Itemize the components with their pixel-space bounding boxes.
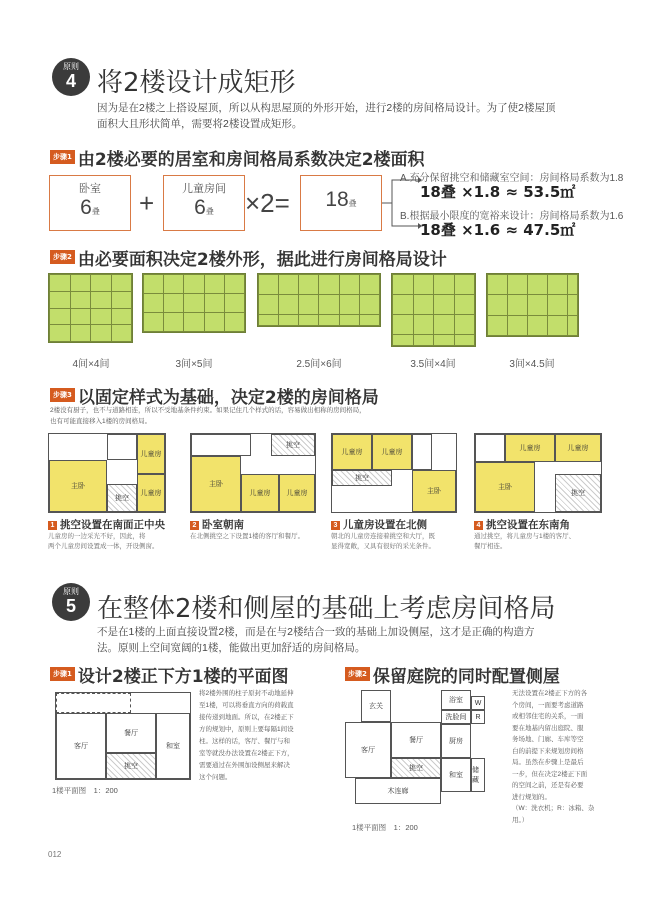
child-room: 儿童房 bbox=[372, 434, 412, 470]
grid-label-5: 3间×4.5间 bbox=[509, 359, 555, 370]
principle-body-line1: 不是在1楼的上面直接设置2楼，而是在与2楼结合一致的基础上加设侧屋，这才是正确的构造方 bbox=[97, 626, 535, 638]
step-title: 保留庭院的同时配置侧屋 bbox=[372, 667, 560, 687]
option-a-formula: 18叠 ×1.8 ≈ 53.5㎡ bbox=[420, 183, 576, 201]
principle-badge bbox=[52, 58, 90, 96]
childroom-label: 儿童房间 bbox=[182, 183, 226, 195]
caption-4-desc-1: 通过挑空，将儿童房与1楼的客厅、 bbox=[474, 533, 576, 540]
step2-heading bbox=[50, 245, 447, 270]
principle-number: 4 bbox=[65, 71, 76, 91]
step3-desc-line2: 也有可能直接移入1楼的房间格局。 bbox=[50, 418, 152, 425]
dining-room: 餐厅 bbox=[106, 713, 156, 753]
grid-3x5 bbox=[142, 273, 246, 333]
grid-label-1: 4间×4间 bbox=[72, 359, 110, 370]
principle-body-line1: 因为是在2楼之上搭设屋顶，所以从构思屋顶的外形开始，进行2楼的房间格局设计。为了使2楼屋顶 bbox=[97, 102, 556, 114]
step-badge: 步骤2 bbox=[345, 667, 370, 681]
step-title: 以固定样式为基础，决定2楼的房间格局 bbox=[77, 388, 379, 408]
plus-sign: + bbox=[139, 188, 155, 218]
void-space: 挑空 bbox=[107, 484, 137, 512]
void-space: 挑空 bbox=[391, 758, 441, 778]
grid-label-2: 3间×5间 bbox=[175, 359, 213, 370]
childroom-box bbox=[163, 175, 245, 231]
child-room: 儿童房 bbox=[279, 474, 315, 512]
void-space: 挑空 bbox=[271, 434, 315, 456]
step-badge: 步骤2 bbox=[50, 250, 75, 264]
storage bbox=[191, 434, 251, 456]
grid-3x4-5 bbox=[486, 273, 579, 337]
principle-body-line2: 面积大且形状简单，需要将2楼设置成矩形。 bbox=[97, 118, 303, 130]
kitchen: 厨房 bbox=[441, 724, 471, 758]
layout-plan-2 bbox=[190, 433, 316, 513]
step-badge: 步骤1 bbox=[50, 667, 75, 681]
step3-desc-line1: 2楼没有厨子，也不与道路相连，所以不受地基条件约束。如果记住几个样式的话，容易做出相称的房间格局， bbox=[50, 407, 366, 414]
step5a-text: 将2楼外围的柱子原封不动地延伸 至1楼，可以将垂直方向的荷载直 接传递到地面。所以，在2楼正下 方的规划中，原则上要每隔1间设 柱。这样的话，客厅、餐厅与和 室等就没办法设置在2楼正下方， 需要通过在外围加设侧屋来解决 这个问题。 bbox=[199, 690, 294, 781]
bedroom-value: 6 bbox=[80, 196, 92, 219]
void-space: 挑空 bbox=[555, 474, 601, 512]
caption-3-desc-2: 显得宽敞，又具有很好的采光条件。 bbox=[331, 543, 435, 550]
step-title: 由必要面积决定2楼外形，据此进行房间格局设计 bbox=[77, 250, 447, 270]
plan-caption: 1楼平面图 1：200 bbox=[352, 823, 418, 832]
upper-outline bbox=[56, 693, 131, 713]
principle-title: 在整体2楼和侧屋的基础上考虑房间格局 bbox=[97, 594, 556, 624]
option-b-text: B.根据最小限度的宽裕来设计：房间格局系数为1.6 bbox=[400, 211, 624, 222]
child-room: 儿童房 bbox=[137, 434, 165, 474]
dining-room: 餐厅 bbox=[391, 722, 441, 758]
caption-3-title: 3 儿童房设置在北侧 bbox=[331, 517, 427, 532]
principle-title: 将2楼设计成矩形 bbox=[97, 68, 296, 98]
bathroom: 浴室 bbox=[441, 690, 471, 710]
washitsu-room: 和室 bbox=[441, 758, 471, 792]
storage bbox=[475, 434, 505, 462]
child-room: 儿童房 bbox=[137, 474, 165, 512]
master-bedroom: 主卧 bbox=[49, 460, 107, 512]
grid-label-3: 2.5间×6间 bbox=[296, 359, 342, 370]
step-title: 设计2楼正下方1楼的平面图 bbox=[77, 667, 289, 687]
caption-4-title: 4 挑空设置在东南角 bbox=[474, 517, 570, 532]
entrance: 玄关 bbox=[361, 690, 391, 722]
floor-plan-1 bbox=[55, 692, 191, 780]
option-a-text: A.充分保留挑空和储藏室空间：房间格局系数为1.8 bbox=[400, 173, 624, 184]
child-room: 儿童房 bbox=[505, 434, 555, 462]
childroom-value: 6 bbox=[194, 196, 206, 219]
washer: W bbox=[471, 696, 485, 710]
washitsu-room: 和室 bbox=[156, 713, 190, 779]
grid-4x4 bbox=[48, 273, 133, 343]
child-room: 儿童房 bbox=[332, 434, 372, 470]
step5b-text: 无法设置在2楼正下方的各 个房间，一面要考虑道路 或相邻住宅的关系，一面 要在地基内留出庭院、服 务场地、门廊、车库等空 白的前提下来规划房间格 局。虽然在步骤上是最后 一步，但在决定2楼正下面 的空间之前，还是有必要 进行规划的。 （W：洗衣机；R：冰箱、杂 用。） bbox=[512, 690, 595, 824]
caption-1-desc-1: 儿童房的一边采光不好，因此，将 bbox=[48, 533, 146, 540]
principle-label: 原则 bbox=[63, 587, 79, 596]
caption-2-title: 2 卧室朝南 bbox=[190, 517, 244, 532]
plan-caption: 1楼平面图 1：200 bbox=[52, 786, 118, 795]
step-title: 由2楼必要的居室和房间格局系数决定2楼面积 bbox=[77, 150, 425, 170]
master-bedroom: 主卧 bbox=[475, 462, 535, 512]
layout-plan-3 bbox=[331, 433, 457, 513]
living-room: 客厅 bbox=[345, 722, 391, 778]
step5a-heading bbox=[50, 662, 289, 687]
stair bbox=[412, 434, 432, 470]
grid-label-4: 3.5间×4间 bbox=[410, 359, 456, 370]
grid-2-5x6 bbox=[257, 273, 381, 327]
step-badge: 步骤3 bbox=[50, 388, 75, 402]
fridge: R bbox=[471, 710, 485, 724]
wood-deck: 木连廊 bbox=[355, 778, 441, 804]
layout-plan-1 bbox=[48, 433, 166, 513]
step1-heading bbox=[50, 145, 425, 170]
grid-3-5x4 bbox=[391, 273, 476, 347]
washroom: 洗脸间 bbox=[441, 710, 471, 724]
caption-1-title: 1 挑空设置在南面正中央 bbox=[48, 517, 165, 532]
option-b-formula: 18叠 ×1.6 ≈ 47.5㎡ bbox=[420, 221, 576, 239]
step-badge: 步骤1 bbox=[50, 150, 75, 164]
master-bedroom: 主卧 bbox=[412, 470, 456, 512]
living-room: 客厅 bbox=[56, 713, 106, 779]
stair-hall bbox=[107, 434, 137, 460]
layout-plan-4 bbox=[474, 433, 602, 513]
principle-label: 原则 bbox=[63, 62, 79, 71]
floor-plan-2 bbox=[345, 690, 503, 812]
master-bedroom: 主卧 bbox=[191, 456, 241, 512]
principle-body-line2: 法。原则上空间宽阔的1楼，能做出更加舒适的房间格局。 bbox=[97, 642, 366, 654]
step5b-heading bbox=[345, 662, 560, 687]
bedroom-box bbox=[49, 175, 131, 231]
page-number: 012 bbox=[48, 850, 62, 859]
caption-1-desc-2: 两个儿童房间设置成一体，开设侧窗。 bbox=[48, 543, 159, 550]
child-room: 儿童房 bbox=[555, 434, 601, 462]
total-unit: 叠 bbox=[348, 199, 357, 208]
times-two: ×2= bbox=[245, 188, 290, 218]
storage: 储藏 bbox=[471, 758, 485, 792]
childroom-unit: 叠 bbox=[205, 207, 214, 216]
principle-badge bbox=[52, 583, 90, 621]
total-box bbox=[300, 175, 382, 231]
caption-3-desc-1: 朝北的儿童房连接着挑空和大厅，既 bbox=[331, 533, 435, 540]
bedroom-unit: 叠 bbox=[91, 207, 100, 216]
caption-4-desc-2: 餐厅相连。 bbox=[474, 543, 507, 550]
total-value: 18 bbox=[325, 188, 349, 211]
caption-2-desc-1: 在北侧挑空之下设置1楼的客厅和餐厅。 bbox=[190, 533, 305, 540]
child-room: 儿童房 bbox=[241, 474, 279, 512]
void-space: 挑空 bbox=[332, 470, 392, 486]
bedroom-label: 卧室 bbox=[79, 183, 101, 195]
principle-number: 5 bbox=[65, 596, 76, 616]
void-space: 挑空 bbox=[106, 753, 156, 779]
